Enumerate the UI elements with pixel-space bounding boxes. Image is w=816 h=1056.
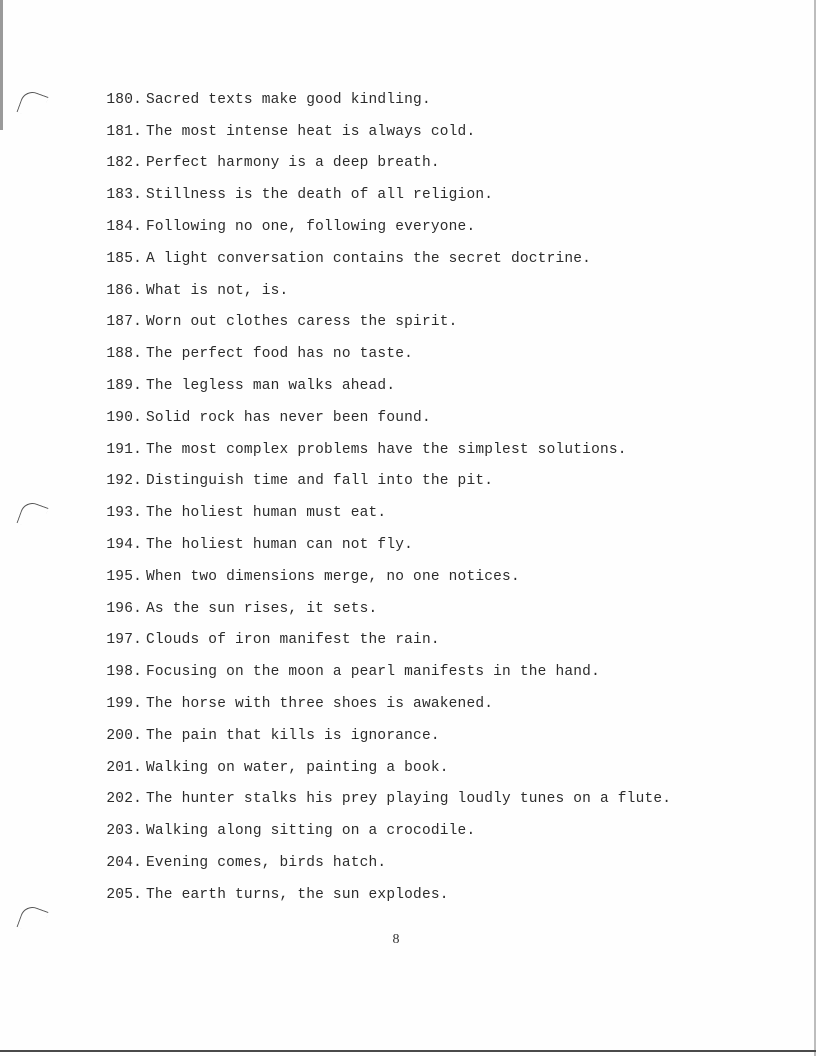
list-item	[82, 784, 671, 816]
item-text: Clouds of iron manifest the rain.	[146, 632, 440, 649]
list-item	[82, 243, 671, 275]
item-text: Sacred texts make good kindling.	[146, 91, 431, 108]
item-number: 191.	[106, 441, 142, 458]
item-number: 197.	[106, 632, 142, 649]
item-text: The holiest human must eat.	[146, 505, 387, 522]
list-item	[82, 752, 671, 784]
list-item	[82, 84, 671, 116]
item-text: The most intense heat is always cold.	[146, 123, 476, 140]
item-number: 189.	[106, 378, 142, 395]
item-text: The horse with three shoes is awakened.	[146, 696, 494, 713]
item-text: Evening comes, birds hatch.	[146, 855, 387, 872]
item-number: 201.	[106, 759, 142, 776]
list-item	[82, 497, 671, 529]
item-number: 198.	[106, 664, 142, 681]
numbered-aphorism-list	[82, 84, 671, 911]
item-text: The pain that kills is ignorance.	[146, 727, 440, 744]
item-number: 195.	[106, 568, 142, 585]
item-text: Perfect harmony is a deep breath.	[146, 155, 440, 172]
item-text: The perfect food has no taste.	[146, 346, 414, 363]
binder-hole-mark	[16, 903, 48, 935]
list-item	[82, 402, 671, 434]
item-number: 196.	[106, 600, 142, 617]
item-number: 190.	[106, 409, 142, 426]
item-text: What is not, is.	[146, 282, 289, 299]
item-text: Distinguish time and fall into the pit.	[146, 473, 494, 490]
item-text: When two dimensions merge, no one notices.	[146, 568, 520, 585]
item-number: 203.	[106, 823, 142, 840]
item-text: The most complex problems have the simplest solutions.	[146, 441, 627, 458]
item-text: A light conversation contains the secret doctrine.	[146, 250, 592, 267]
item-number: 185.	[106, 250, 142, 267]
item-number: 204.	[106, 855, 142, 872]
item-text: The legless man walks ahead.	[146, 378, 396, 395]
list-item	[82, 370, 671, 402]
item-number: 199.	[106, 696, 142, 713]
list-item	[82, 688, 671, 720]
page-number: 8	[392, 932, 400, 947]
list-item	[82, 434, 671, 466]
item-number: 202.	[106, 791, 142, 808]
item-number: 188.	[106, 346, 142, 363]
item-number: 193.	[106, 505, 142, 522]
list-item	[82, 593, 671, 625]
item-number: 184.	[106, 219, 142, 236]
binder-hole-mark	[16, 88, 48, 120]
item-text: The earth turns, the sun explodes.	[146, 886, 449, 903]
item-number: 181.	[106, 123, 142, 140]
item-number: 186.	[106, 282, 142, 299]
binder-hole-mark	[16, 499, 48, 531]
list-item	[82, 847, 671, 879]
scan-edge-left	[0, 0, 3, 130]
item-text: The holiest human can not fly.	[146, 537, 414, 554]
item-text: Following no one, following everyone.	[146, 219, 476, 236]
list-item	[82, 815, 671, 847]
list-item	[82, 529, 671, 561]
list-item	[82, 879, 671, 911]
list-item	[82, 275, 671, 307]
item-text: As the sun rises, it sets.	[146, 600, 378, 617]
item-number: 182.	[106, 155, 142, 172]
list-item	[82, 179, 671, 211]
list-item	[82, 116, 671, 148]
list-item	[82, 720, 671, 752]
item-text: Stillness is the death of all religion.	[146, 187, 494, 204]
list-item	[82, 466, 671, 498]
list-item	[82, 625, 671, 657]
item-number: 180.	[106, 91, 142, 108]
scan-edge-bottom	[0, 1050, 816, 1052]
item-text: Walking along sitting on a crocodile.	[146, 823, 476, 840]
list-item	[82, 307, 671, 339]
list-item	[82, 656, 671, 688]
list-item	[82, 561, 671, 593]
list-item	[82, 338, 671, 370]
item-number: 187.	[106, 314, 142, 331]
item-text: Walking on water, painting a book.	[146, 759, 449, 776]
item-text: Worn out clothes caress the spirit.	[146, 314, 458, 331]
item-text: The hunter stalks his prey playing loudly tunes on a flute.	[146, 791, 672, 808]
item-number: 183.	[106, 187, 142, 204]
item-number: 200.	[106, 727, 142, 744]
item-number: 194.	[106, 537, 142, 554]
list-item	[82, 211, 671, 243]
item-text: Focusing on the moon a pearl manifests in the hand.	[146, 664, 600, 681]
item-number: 192.	[106, 473, 142, 490]
list-item	[82, 148, 671, 180]
item-number: 205.	[106, 886, 142, 903]
item-text: Solid rock has never been found.	[146, 409, 431, 426]
